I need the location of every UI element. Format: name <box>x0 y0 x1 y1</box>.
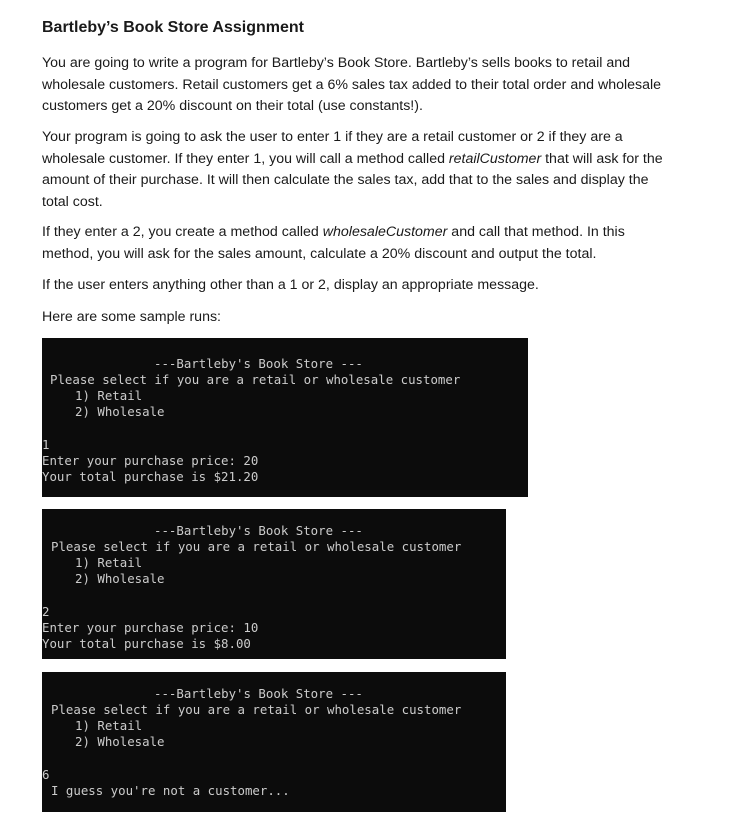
menu-paragraph-text-1: Your program is going to ask the user to enter 1 if they are a retail customer or 2 if they are a wholesale customer. If they enter 1, you will call a method called <box>42 129 623 167</box>
document-title: Bartleby’s Book Store Assignment <box>42 19 304 36</box>
console-result: Your total purchase is $8.00 <box>42 636 251 651</box>
console-user-input: 2 <box>42 604 50 619</box>
invalid-input-paragraph: If the user enters anything other than a 1 or 2, display an appropriate message. <box>42 277 539 293</box>
console-header: ---Bartleby's Book Store --- <box>154 356 363 371</box>
console-option-wholesale: 2) Wholesale <box>75 404 165 419</box>
retail-method-name: retailCustomer <box>448 150 542 167</box>
console-option-retail: 1) Retail <box>75 388 143 403</box>
sample-runs-intro: Here are some sample runs: <box>42 309 221 325</box>
menu-paragraph-text-2: that will ask for the amount of their purchase. It will then calculate the sales tax, add that to the sales and display the total cost. <box>42 150 663 210</box>
console-result: I guess you're not a customer... <box>51 783 290 798</box>
console-prompt: Please select if you are a retail or wholesale customer <box>50 372 461 387</box>
wholesale-paragraph-text-2: and call that method. In this method, you will ask for the sales amount, calculate a 20% discount and output the total. <box>42 224 625 262</box>
console-result: Your total purchase is $21.20 <box>42 469 259 484</box>
sample-run-console-2 <box>42 509 506 659</box>
console-price-prompt: Enter your purchase price: 10 <box>42 620 259 635</box>
wholesale-paragraph-text-1: If they enter a 2, you create a method called <box>42 224 323 240</box>
console-header: ---Bartleby's Book Store --- <box>154 686 363 701</box>
console-price-prompt: Enter your purchase price: 20 <box>42 453 259 468</box>
console-user-input: 1 <box>42 437 50 452</box>
console-header: ---Bartleby's Book Store --- <box>154 523 363 538</box>
console-option-wholesale: 2) Wholesale <box>75 734 165 749</box>
console-option-wholesale: 2) Wholesale <box>75 571 165 586</box>
menu-paragraph <box>42 127 667 213</box>
intro-paragraph: You are going to write a program for Bartleby’s Book Store. Bartleby’s sells books to retail and wholesale customers. Retail customers get a 6% sales tax added to their total order and wholesale customers get a 20% discount on their total (use constants!). <box>42 55 662 115</box>
console-prompt: Please select if you are a retail or wholesale customer <box>51 702 462 717</box>
console-prompt: Please select if you are a retail or wholesale customer <box>51 539 462 554</box>
wholesale-method-name: wholesaleCustomer <box>322 224 448 240</box>
wholesale-paragraph <box>42 222 667 265</box>
console-option-retail: 1) Retail <box>75 555 143 570</box>
sample-run-console-1 <box>42 338 528 497</box>
console-option-retail: 1) Retail <box>75 718 143 733</box>
console-user-input: 6 <box>42 767 50 782</box>
sample-run-console-3 <box>42 672 506 812</box>
